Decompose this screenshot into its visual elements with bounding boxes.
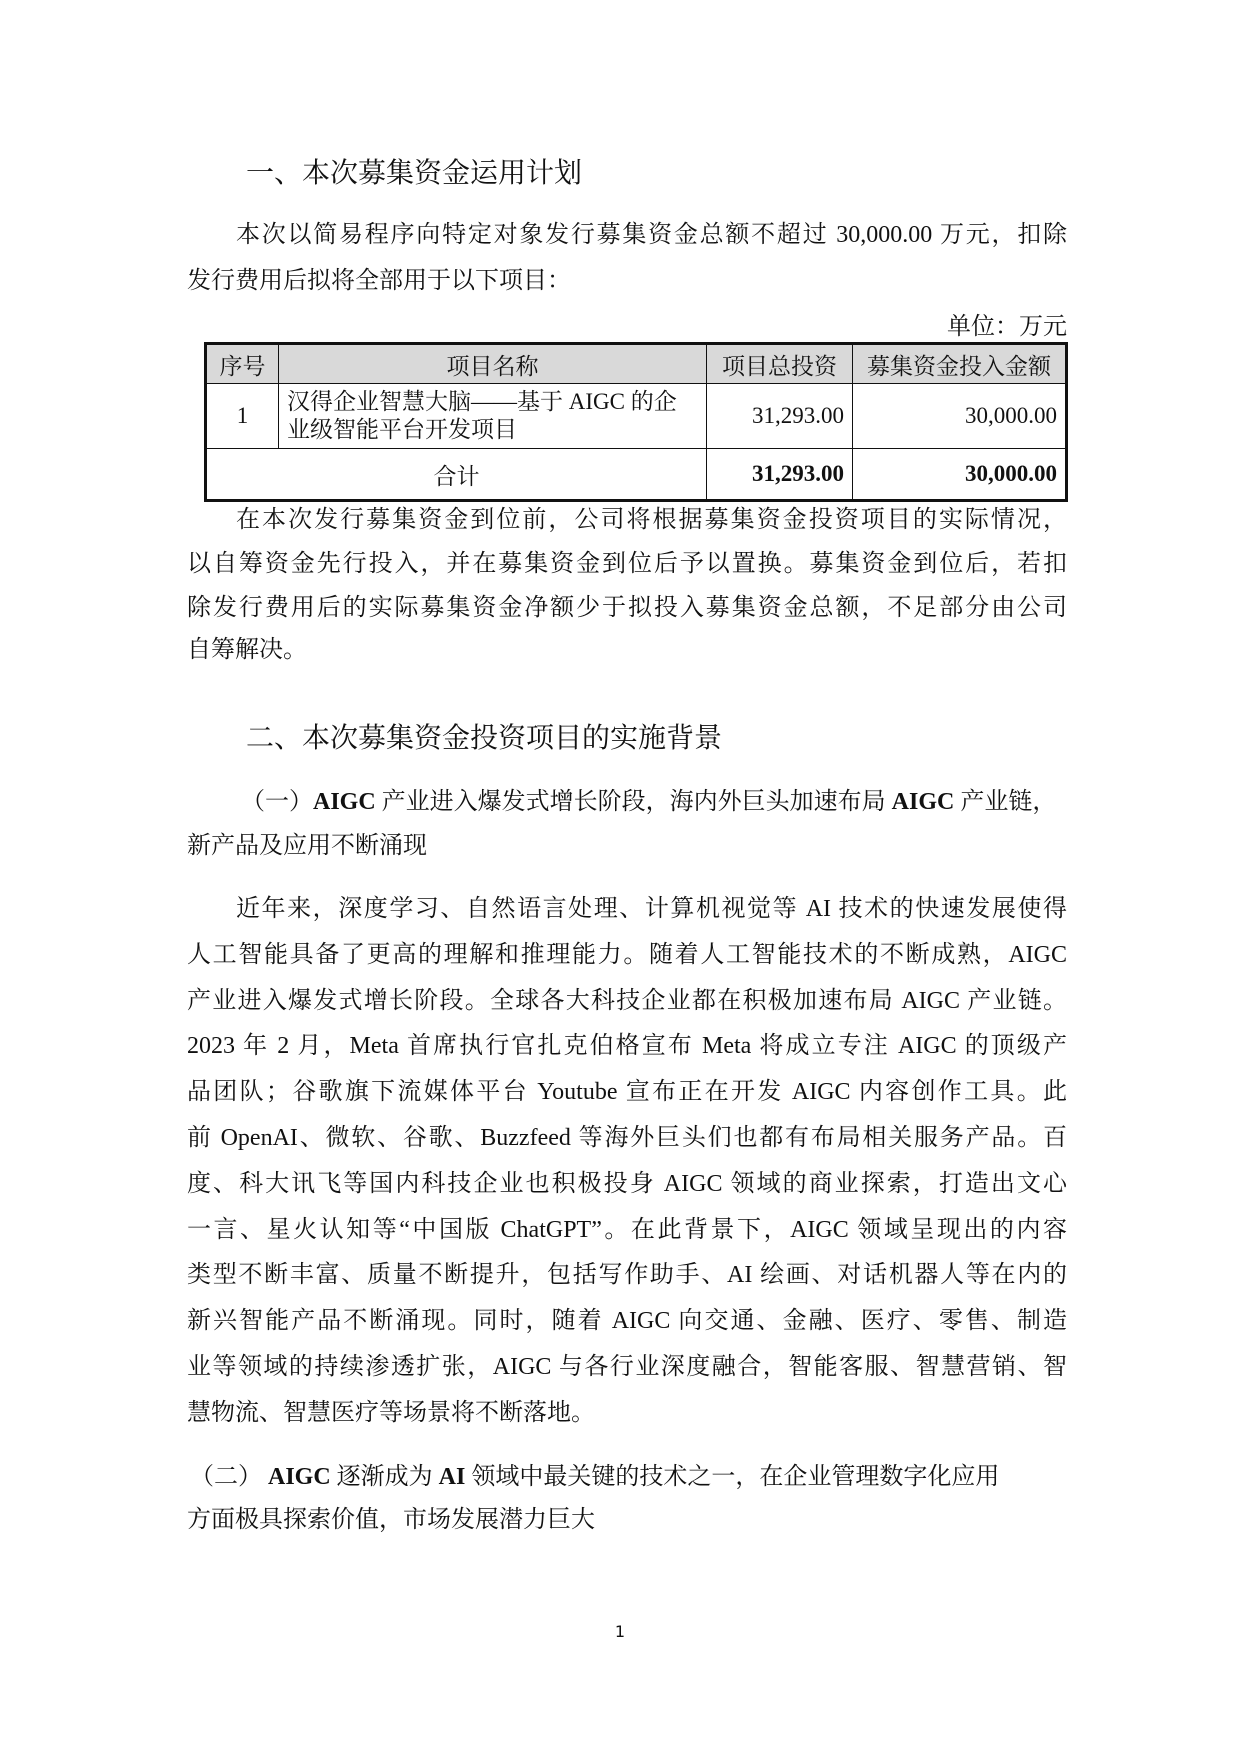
- subheading-1: [241, 779, 1081, 825]
- cell-no: 1: [206, 384, 279, 449]
- subheading-1-line2: 新产品及应用不断涌现: [187, 833, 427, 859]
- subheading-2-line2: 方面极具探索价值，市场发展潜力巨大: [187, 1507, 595, 1533]
- subheading-2: [190, 1454, 1070, 1500]
- section-heading-2: 二、本次募集资金投资项目的实施背景: [246, 721, 723, 754]
- fund-use-table: [204, 342, 1068, 502]
- paragraph-line: 2023 年 2 月，Meta 首席执行官扎克伯格宣布 Meta 将成立专注 AIGC 的顶级产: [187, 1033, 1067, 1060]
- paragraph-line: 业等领域的持续渗透扩张，AIGC 与各行业深度融合，智能客服、智慧营销、智: [187, 1354, 1067, 1380]
- unit-label: 单位：万元: [947, 314, 1067, 340]
- sub-text-bold: AIGC: [891, 789, 955, 815]
- paragraph-line: 本次以简易程序向特定对象发行募集资金总额不超过 30,000.00 万元，扣除: [236, 222, 1067, 248]
- sub-text: 产业进入爆发式增长阶段，海内外巨头加速布局: [375, 789, 892, 815]
- header-no: 序号: [206, 344, 279, 384]
- table-header-row: [206, 344, 1067, 384]
- paragraph-line: 以自筹资金先行投入，并在募集资金到位后予以置换。募集资金到位后，若扣: [187, 551, 1067, 577]
- sub-text: （一）: [241, 789, 313, 815]
- paragraph-line: 发行费用后拟将全部用于以下项目：: [187, 268, 571, 294]
- paragraph-line: 产业进入爆发式增长阶段。全球各大科技企业都在积极加速布局 AIGC 产业链。: [187, 987, 1067, 1014]
- sub-text-bold: AIGC: [268, 1464, 331, 1490]
- cell-raised: 30,000.00: [853, 384, 1067, 449]
- cell-name-line: 汉得企业智慧大脑——基于 AIGC 的企: [287, 389, 677, 414]
- paragraph-line: 一言、星火认知等“中国版 ChatGPT”。在此背景下，AIGC 领域呈现出的内容: [187, 1216, 1067, 1243]
- table-total-row: [206, 449, 1067, 501]
- page-number: 1: [614, 1622, 626, 1641]
- cell-name: [279, 384, 707, 449]
- sub-text: （二）: [190, 1464, 268, 1490]
- total-total: 31,293.00: [707, 449, 853, 501]
- paragraph-line: 慧物流、智慧医疗等场景将不断落地。: [187, 1399, 595, 1426]
- cell-name-line: 业级智能平台开发项目: [287, 417, 517, 442]
- paragraph-line: 人工智能具备了更高的理解和推理能力。随着人工智能技术的不断成熟，AIGC: [187, 941, 1067, 968]
- sub-text: 逐渐成为: [330, 1464, 439, 1490]
- header-total: 项目总投资: [707, 344, 853, 384]
- paragraph-line: 近年来，深度学习、自然语言处理、计算机视觉等 AI 技术的快速发展使得: [236, 896, 1067, 922]
- section-heading-1: 一、本次募集资金运用计划: [246, 156, 583, 189]
- paragraph-line: 除发行费用后的实际募集资金净额少于拟投入募集资金总额，不足部分由公司: [187, 595, 1067, 621]
- paragraph-line: 新兴智能产品不断涌现。同时，随着 AIGC 向交通、金融、医疗、零售、制造: [187, 1308, 1067, 1335]
- sub-text: 产业链，: [954, 789, 1057, 815]
- total-raised: 30,000.00: [853, 449, 1067, 501]
- total-label: 合计: [206, 449, 707, 501]
- paragraph-line: 类型不断丰富、质量不断提升，包括写作助手、AI 绘画、对话机器人等在内的: [187, 1262, 1067, 1289]
- header-name: 项目名称: [279, 344, 707, 384]
- paragraph-line: 度、科大讯飞等国内科技企业也积极投身 AIGC 领域的商业探索，打造出文心: [187, 1170, 1067, 1197]
- paragraph-line: 在本次发行募集资金到位前，公司将根据募集资金投资项目的实际情况，: [236, 507, 1067, 533]
- paragraph-line: 前 OpenAI、微软、谷歌、Buzzfeed 等海外巨头们也都有布局相关服务产品。百: [187, 1125, 1067, 1151]
- header-raised: 募集资金投入金额: [853, 344, 1067, 384]
- cell-total: 31,293.00: [707, 384, 853, 449]
- sub-text-bold: AI: [438, 1464, 466, 1490]
- sub-text: 领域中最关键的技术之一，在企业管理数字化应用: [465, 1464, 1000, 1490]
- table-row: [206, 384, 1067, 449]
- paragraph-line: 自筹解决。: [187, 637, 307, 663]
- paragraph-line: 品团队；谷歌旗下流媒体平台 Youtube 宣布正在开发 AIGC 内容创作工具。此: [187, 1079, 1067, 1106]
- sub-text-bold: AIGC: [313, 789, 376, 815]
